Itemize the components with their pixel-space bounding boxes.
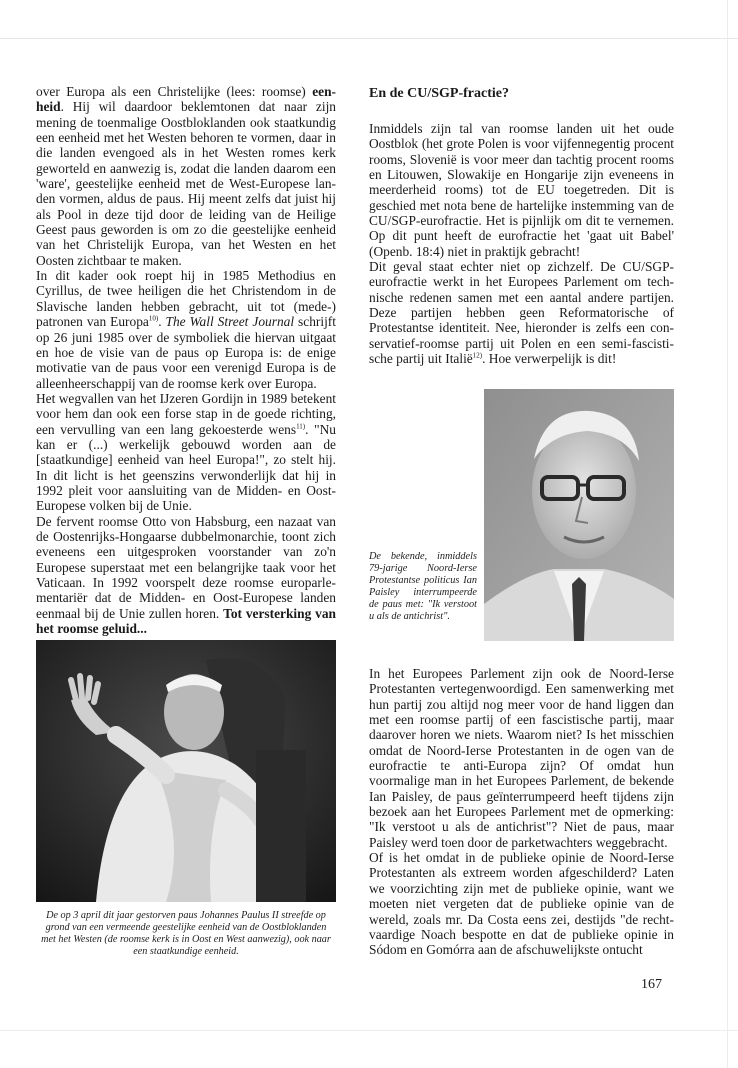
page-number: 167 <box>641 977 662 992</box>
pope-photo <box>36 640 336 902</box>
pope-illustration <box>36 640 336 902</box>
left-paragraph-1 <box>36 84 336 268</box>
left-column <box>36 84 336 636</box>
italic-run: The Wall Street Journal <box>165 314 295 330</box>
footnote-ref: 12) <box>472 351 483 360</box>
text-run: In dit kader ook roept hij in 1985 Methodius en Cyrillus, de twee heiligen die het Christendom in de Slavische landen hebben gebracht, uit tot (mede-) patronen van Europa <box>36 268 336 330</box>
text-run: . <box>158 314 166 330</box>
right-paragraph-4: Of is het omdat in de publieke opinie de Noord-Ierse Protestanten als extreem worden afgeschilderd? Laten we voorzichting zijn met de publieke opinie, want we moeten niet vergeten dat de publieke opinie van de wereld, zoals mr. Da Costa eens zei, destijds "de rechtvaardige Noach bespotte en dat de publieke opinie in Sódom en Gomórra aan de afschuwelijkste ontucht <box>369 850 674 958</box>
bold-run: Tot versterking van het roomse geluid... <box>36 605 336 637</box>
pope-caption: De op 3 april dit jaar gestorven paus Johannes Paulus II streefde op grond van een vermeende geestelijke eenheid van de Oostbloklanden met het Westen (de roomse kerk is in Oost en West aanwezig), ook naar een staatkundige eenheid. <box>41 910 331 958</box>
right-paragraph-2 <box>369 259 674 366</box>
text-run: . "Nu kan er (...) werkelijk gebouwd worden aan de [staatkundige] eenheid van heel Europa!", zo stelt hij. In dit licht is het geenszins verwonderlijk dat hij in 1992 pleit voor aansluiting van de Midden- en Oost-Europese volken bij de Unie. <box>36 421 336 514</box>
text-run: De fervent roomse Otto von Habsburg, een nazaat van de Oostenrijks-Hongaarse dubbelmonarchie, toont zich eveneens een uitgesproken voorstander van zo'n Europese superstaat met een belangrijke taak voor het Vaticaan. In 1992 voorspelt deze roomse europarlementariër dat de Midden- en Oost-Europese landen eenmaal bij de Unie zullen horen. <box>36 513 336 621</box>
portrait-illustration <box>484 389 674 641</box>
text-run: Het wegvallen van het IJzeren Gordijn in 1989 betekent voor hem dan ook een forse stap in de goede richting, een vervulling van een lang gekoesterde wens <box>36 390 336 437</box>
right-paragraph-1: Inmiddels zijn tal van roomse landen uit het oude Oostblok (het grote Polen is voor vijfennegentig procent rooms, Slovenië is voor meer dan tachtig procent rooms en Litouwen, Slowakije en Hongarije zijn eveneens in meerderheid rooms) tot de EU toegetreden. Dit is geschied met nota bene de hartelijke instemming van de CU/SGP-eurofractie. Het is pijnlijk om dit te vernemen. Op dit punt heeft de eurofractie het 'gaat uit Babel' (Openb. 18:4) niet in praktijk gebracht! <box>369 121 674 259</box>
section-heading: En de CU/SGP-fractie? <box>369 86 509 101</box>
paisley-photo <box>484 389 674 641</box>
left-paragraph-3 <box>36 391 336 514</box>
bold-run: eenheid <box>36 84 336 115</box>
right-paragraph-3: In het Europees Parlement zijn ook de Noord-Ierse Protestanten vertegenwoordigd. Een samenwerking met hun partij zou altijd nog meer voor de hand liggen dan met een roomse partij of een fascistische partij, maar daarover horen we niets. Waarom niet? Is het misschien omdat de Noord-Ierse Protestanten in de ogen van de eurofractie te anti-Europa zijn? Of omdat hun voormalige man in het Europees Parlement, de bekende Ian Paisley, de paus geïnterrumpeerd heeft tijdens zijn bezoek aan het Europees Parlement met de opmerking: "Ik verstoot u als de antichrist"? Niet de paus, maar Paisley werd toen door de parketwachters weggebracht. <box>369 666 674 850</box>
right-column-top <box>369 121 674 367</box>
page-edge-right <box>727 0 728 1068</box>
paisley-caption: De bekende, inmiddels 79-jarige Noord-Ierse Protestantse politicus Ian Paisley interrumpeerde de paus met: "Ik verstoot u als de antichrist". <box>369 551 477 623</box>
footnote-ref: 11) <box>296 422 306 431</box>
text-run: Dit geval staat echter niet op zichzelf. De CU/SGP-eurofractie werkt in het Europees Parlement om technische redenen samen met een aantal andere partijen. Deze partijen hebben geen Reformatorische of Protestantse identiteit. Nee, hieronder is zelfs een conservatief-roomse partij uit Polen en een semi-fascistische partij uit Italië <box>369 259 674 367</box>
right-column-bottom <box>369 666 674 958</box>
page-edge-bottom <box>0 1030 738 1031</box>
left-paragraph-4 <box>36 514 336 637</box>
text-run: schrijft op 26 juni 1985 over de symboliek die hiervan uitgaat en hoe de visie van de paus op Europa is: de enige motivatie van de paus voor een verenigd Europa is de alleenheerschappij van de roomse kerk over Europa. <box>36 314 336 391</box>
text-run: . Hoe verwerpelijk is dit! <box>482 351 617 367</box>
text-run: over Europa als een Christelijke (lees: roomse) <box>36 84 313 99</box>
page-edge-top <box>0 38 738 39</box>
left-paragraph-2 <box>36 268 336 391</box>
footnote-ref: 10) <box>148 314 159 323</box>
text-run: . Hij wil daardoor beklemtonen dat naar zijn mening de toenmalige Oostbloklanden ook staatkundig een eenheid met het Westen behoren te vormen, daar in die landen evengoed als in het Westen romes kerk geworteld en aanwezig is, zodat die landen daarom een 'ware', geestelijke eenheid met de West-Europese landen vormen, aldus de paus. Hij meent zelfs dat juist hij als Pool in deze tijd door de leiding van de Heilige Geest paus geworden is om zo die geestelijke eenheid van het Christelijk Europa, van het Westen en het Oosten zichtbaar te maken. <box>36 99 336 268</box>
